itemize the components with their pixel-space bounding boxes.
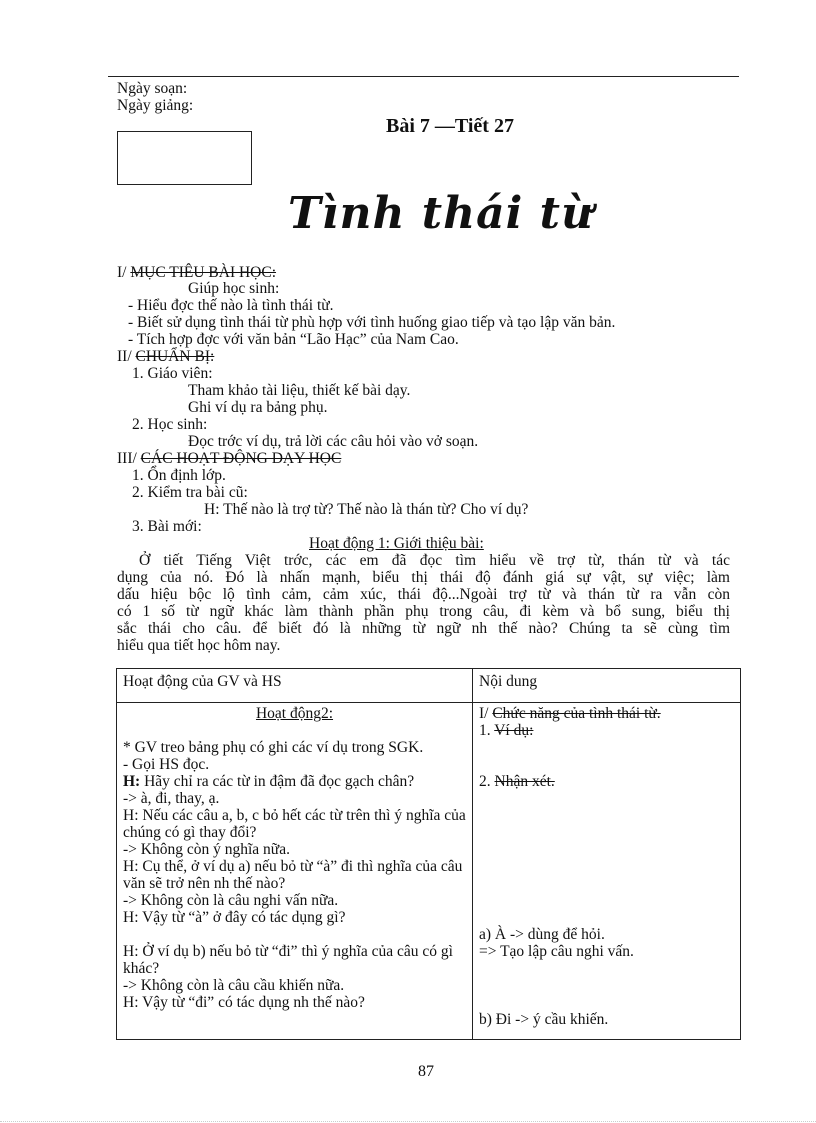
left-item: -> Không còn là câu nghi vấn nữa. <box>123 892 339 909</box>
section2-line: 1. Giáo viên: <box>132 365 213 382</box>
section2-number: II/ <box>117 348 132 365</box>
intro-line: sắc thái cho câu. để biết đó là những từ ngữ nh thế nào? Chúng ta sẽ cùng tìm <box>117 620 730 637</box>
lesson-table <box>116 668 741 1040</box>
left-item: -> à, đi, thay, ạ. <box>123 790 220 807</box>
section3-line: 1. Ổn định lớp. <box>132 467 226 484</box>
section2-title: CHUẨN BỊ: <box>135 348 215 365</box>
intro-line: dấu hiệu bộc lộ tình cảm, cảm xúc, thái độ...Ngoài trợ từ và thán từ ra vẫn còn <box>117 586 730 603</box>
activity2-heading: Hoạt động2: <box>255 705 334 722</box>
left-item <box>123 773 466 790</box>
left-item: - Gọi HS đọc. <box>123 756 210 773</box>
top-rule <box>108 76 739 77</box>
section1-heading <box>117 264 276 281</box>
ngay-giang-label: Ngày giảng: <box>117 97 194 114</box>
col2-header: Nội dung <box>473 669 741 703</box>
content-column <box>473 703 741 1040</box>
section3-line: 2. Kiểm tra bài cũ: <box>132 484 248 501</box>
blank-box <box>117 131 252 185</box>
section2-line: Ghi ví dụ ra bảng phụ. <box>188 399 328 416</box>
section1-line: - Biết sử dụng tình thái từ phù hợp với tình huống giao tiếp và tạo lập văn bản. <box>128 314 616 331</box>
section1-line: - Tích hợp đợc với văn bản “Lão Hạc” của Nam Cao. <box>128 331 459 348</box>
right-nhanxet-number: 2. <box>479 773 491 790</box>
right-heading-text: Chức năng của tình thái từ. <box>492 705 661 722</box>
intro-line: dụng của nó. Đó là nhấn mạnh, biểu thị thái độ đánh giá sự vật, sự việc; làm <box>117 569 730 586</box>
activity-column <box>117 703 473 1040</box>
right-vidu-text: Ví dụ: <box>494 722 534 739</box>
section3-title: CÁC HOẠT ĐỘNG DẠY HỌC <box>140 450 342 467</box>
section2-line: Đọc trớc ví dụ, trả lời các câu hỏi vào vở soạn. <box>188 433 479 450</box>
left-item: H: Ở ví dụ b) nếu bỏ từ “đi” thì ý nghĩa của câu có gì khác? <box>123 943 453 977</box>
left-item: * GV treo bảng phụ có ghi các ví dụ trong SGK. <box>123 739 424 756</box>
left-item: -> Không còn ý nghĩa nữa. <box>123 841 290 858</box>
intro-line: có 1 số từ ngữ khác làm thành phần phụ trong câu, đi kèm và bổ sung, biểu thị <box>117 603 730 620</box>
right-heading <box>479 705 734 722</box>
left-item: H: Nếu các câu a, b, c bỏ hết các từ trên thì ý nghĩa của chúng có gì thay đổi? <box>123 807 466 841</box>
table-header-row <box>117 669 741 703</box>
section3-line: H: Thế nào là trợ từ? Thế nào là thán từ? Cho ví dụ? <box>204 501 529 518</box>
table-body-row <box>117 703 741 1040</box>
section2-line: 2. Học sinh: <box>132 416 208 433</box>
section3-line: 3. Bài mới: <box>132 518 202 535</box>
left-item-text: Hãy chỉ ra các từ in đậm đã đọc gạch chân? <box>144 773 415 790</box>
left-item: H: Vậy từ “à” ở đây có tác dụng gì? <box>123 909 346 926</box>
ngay-soan-label: Ngày soạn: <box>117 80 188 97</box>
intro-line: Ở tiết Tiếng Việt trớc, các em đã đọc tìm hiểu về trợ từ, thán từ và tác <box>139 552 730 569</box>
section2-heading <box>117 348 214 365</box>
right-nhanxet <box>479 773 734 790</box>
section2-line: Tham khảo tài liệu, thiết kế bài dạy. <box>188 382 411 399</box>
section3-heading <box>117 450 341 467</box>
page-number: 87 <box>418 1063 434 1080</box>
right-heading-number: I/ <box>479 705 489 722</box>
left-item: H: Cụ thể, ở ví dụ a) nếu bỏ từ “à” đi thì nghĩa của câu văn sẽ trở nên nh thế nào? <box>123 858 463 892</box>
section1-title: MỤC TIÊU BÀI HỌC: <box>130 264 277 281</box>
left-item: -> Không còn là câu cầu khiến nữa. <box>123 977 345 994</box>
section1-line: - Hiểu đợc thế nào là tình thái từ. <box>128 297 334 314</box>
intro-line: hiểu qua tiết học hôm nay. <box>117 637 281 654</box>
lesson-title: Bài 7 —Tiết 27 <box>386 115 514 137</box>
left-item: H: Vậy từ “đi” có tác dụng nh thế nào? <box>123 994 365 1011</box>
section1-line: Giúp học sinh: <box>188 280 280 297</box>
page-edge <box>0 1121 816 1122</box>
right-item: a) À -> dùng để hỏi. <box>479 926 605 943</box>
right-nhanxet-text: Nhận xét. <box>494 773 555 790</box>
right-item: => Tạo lập câu nghi vấn. <box>479 943 634 960</box>
activity1-heading: Hoạt động 1: Giới thiệu bài: <box>309 535 484 552</box>
left-item-bold: H: <box>123 773 141 790</box>
section1-number: I/ <box>117 264 127 281</box>
right-item: b) Đi -> ý cầu khiến. <box>479 1011 609 1028</box>
section3-number: III/ <box>117 450 137 467</box>
right-vidu <box>479 722 734 739</box>
page-title: Tình thái từ <box>288 188 594 239</box>
right-vidu-number: 1. <box>479 722 491 739</box>
col1-header: Hoạt động của GV và HS <box>117 669 473 703</box>
